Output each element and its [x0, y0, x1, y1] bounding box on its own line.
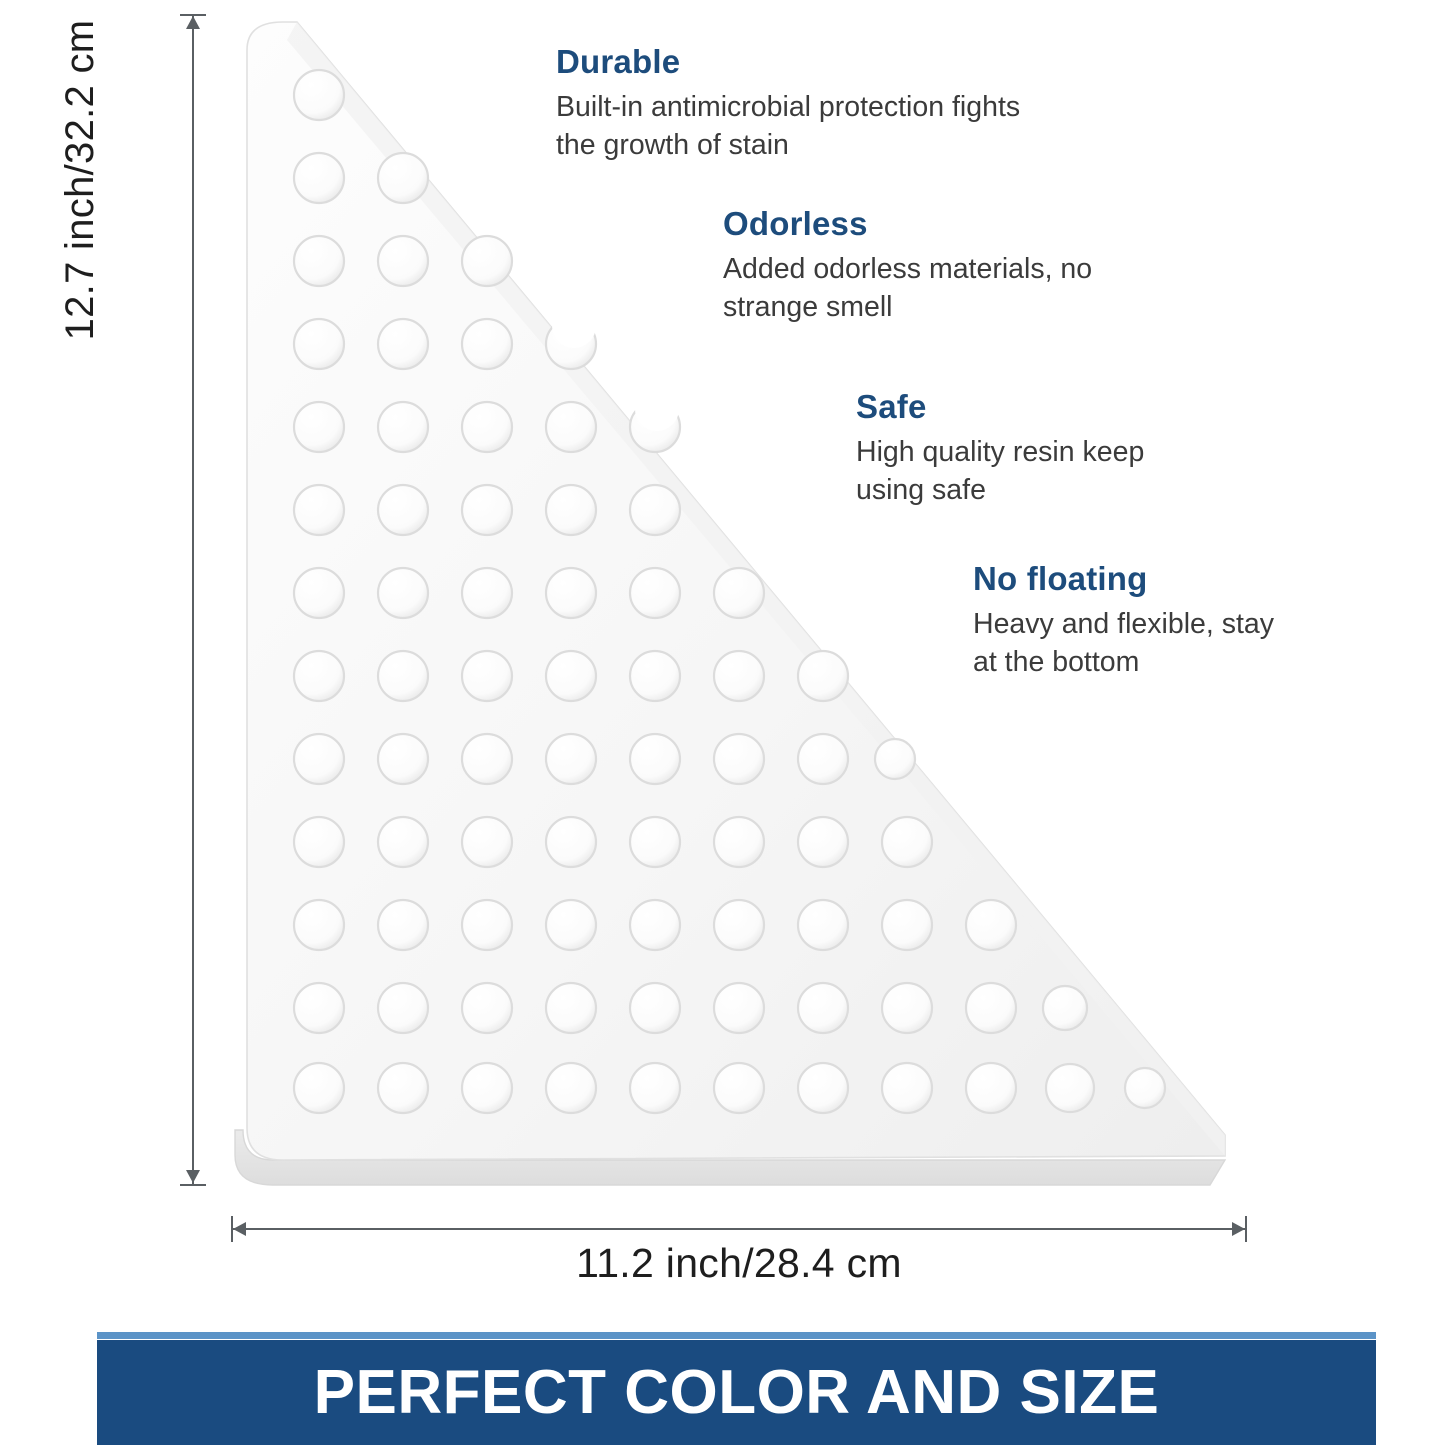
- width-dimension-right-cap: [1245, 1216, 1247, 1242]
- feature-body: Heavy and flexible, stay at the bottom: [973, 608, 1274, 678]
- width-dimension-label: 11.2 inch/28.4 cm: [576, 1240, 902, 1286]
- feature-title: Durable: [556, 43, 681, 80]
- width-dimension-line: [231, 1228, 1247, 1230]
- height-dimension-line: [192, 14, 194, 1184]
- feature-body: Built-in antimicrobial protection fights the growth of stain: [556, 91, 1021, 161]
- height-arrow-up-icon: [186, 16, 200, 29]
- feature-title: Safe: [856, 388, 927, 425]
- height-dimension-bottom-cap: [180, 1184, 206, 1186]
- feature-title: No floating: [973, 560, 1148, 597]
- feature-body: High quality resin keep using safe: [856, 436, 1145, 506]
- feature-no-floating: [973, 560, 1303, 681]
- feature-title: Odorless: [723, 205, 868, 242]
- banner-accent-bar: [97, 1332, 1376, 1339]
- feature-safe: [856, 388, 1216, 509]
- height-dimension-label: 12.7 inch/32.2 cm: [58, 19, 102, 341]
- width-arrow-left-icon: [233, 1222, 246, 1236]
- feature-body: Added odorless materials, no strange smell: [723, 253, 1093, 323]
- banner-text: PERFECT COLOR AND SIZE: [313, 1358, 1160, 1427]
- bottom-banner: [97, 1340, 1376, 1445]
- width-arrow-right-icon: [1232, 1222, 1245, 1236]
- feature-odorless: [723, 205, 1153, 326]
- height-arrow-down-icon: [186, 1170, 200, 1183]
- feature-durable: [556, 43, 1026, 164]
